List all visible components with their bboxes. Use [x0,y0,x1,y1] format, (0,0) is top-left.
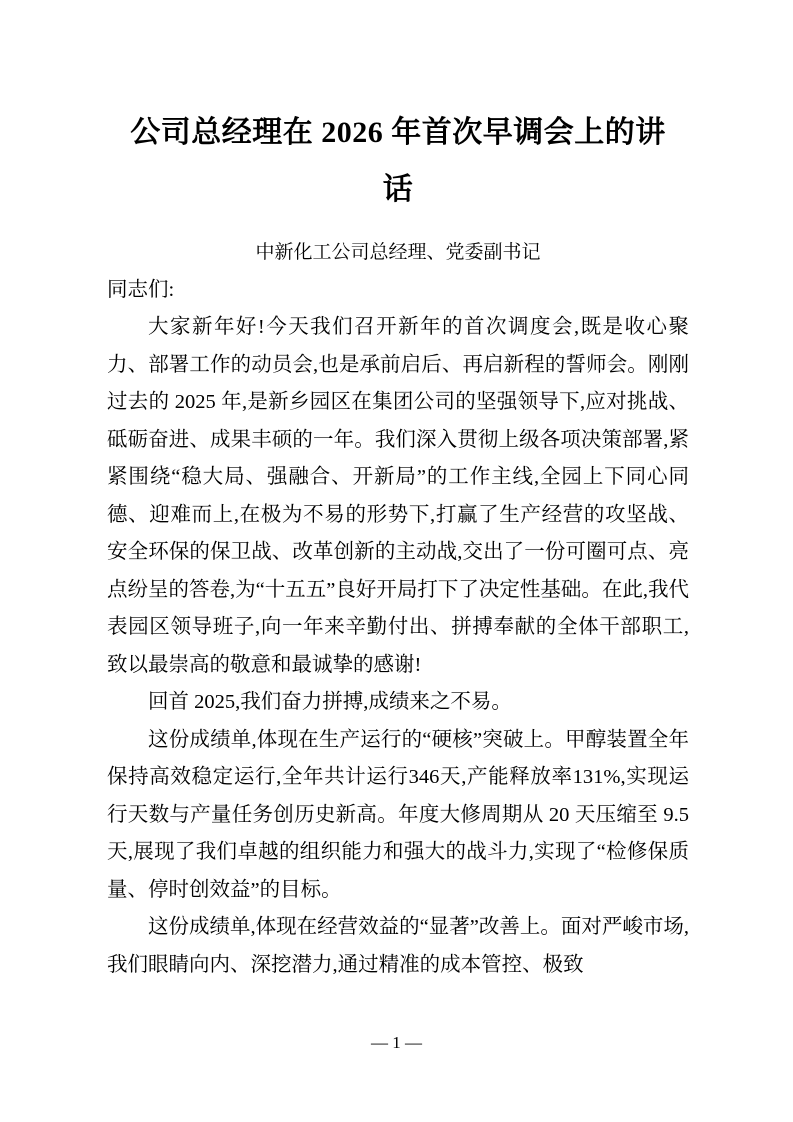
document-subtitle: 中新化工公司总经理、党委副书记 [255,242,541,263]
salutation: 同志们: [107,278,175,301]
body-paragraph-3: 这份成绩单,体现在生产运行的“硬核”突破上。甲醇装置全年保持高效稳定运行,全年共计运行346天,产能释放率131%,实现运行天数与产量任务创历史新高。年度大修周期从 20 天压缩至 9.5 天,展现了我们卓越的组织能力和强大的战斗力,实现了“检修保质量、停时创效益”的目标。 [107,728,689,901]
document-title: 公司总经理在 2026 年首次早调会上的讲话 [130,116,666,206]
body-paragraph-4: 这份成绩单,体现在经营效益的“显著”改善上。面对严峻市场,我们眼睛向内、深挖潜力,通过精准的成本管控、极致 [107,916,689,976]
body-paragraph-2: 回首 2025,我们奋力拼搏,成绩来之不易。 [148,691,512,713]
body-paragraph-1: 大家新年好!今天我们召开新年的首次调度会,既是收心聚力、部署工作的动员会,也是承前启后、再启新程的誓师会。刚刚过去的 2025 年,是新乡园区在集团公司的坚强领导下,应对挑战、砥砺奋进、成果丰硕的一年。我们深入贯彻上级各项决策部署,紧紧围绕“稳大局、强融合、开新局”的工作主线,全园上下同心同德、迎难而上,在极为不易的形势下,打赢了生产经营的攻坚战、安全环保的保卫战、改革创新的主动战,交出了一份可圈可点、亮点纷呈的答卷,为“十五五”良好开局打下了决定性基础。在此,我代表园区领导班子,向一年来辛勤付出、拼搏奉献的全体干部职工,致以最崇高的敬意和最诚挚的感谢! [107,316,689,676]
page-number: — 1 — [371,1033,422,1052]
